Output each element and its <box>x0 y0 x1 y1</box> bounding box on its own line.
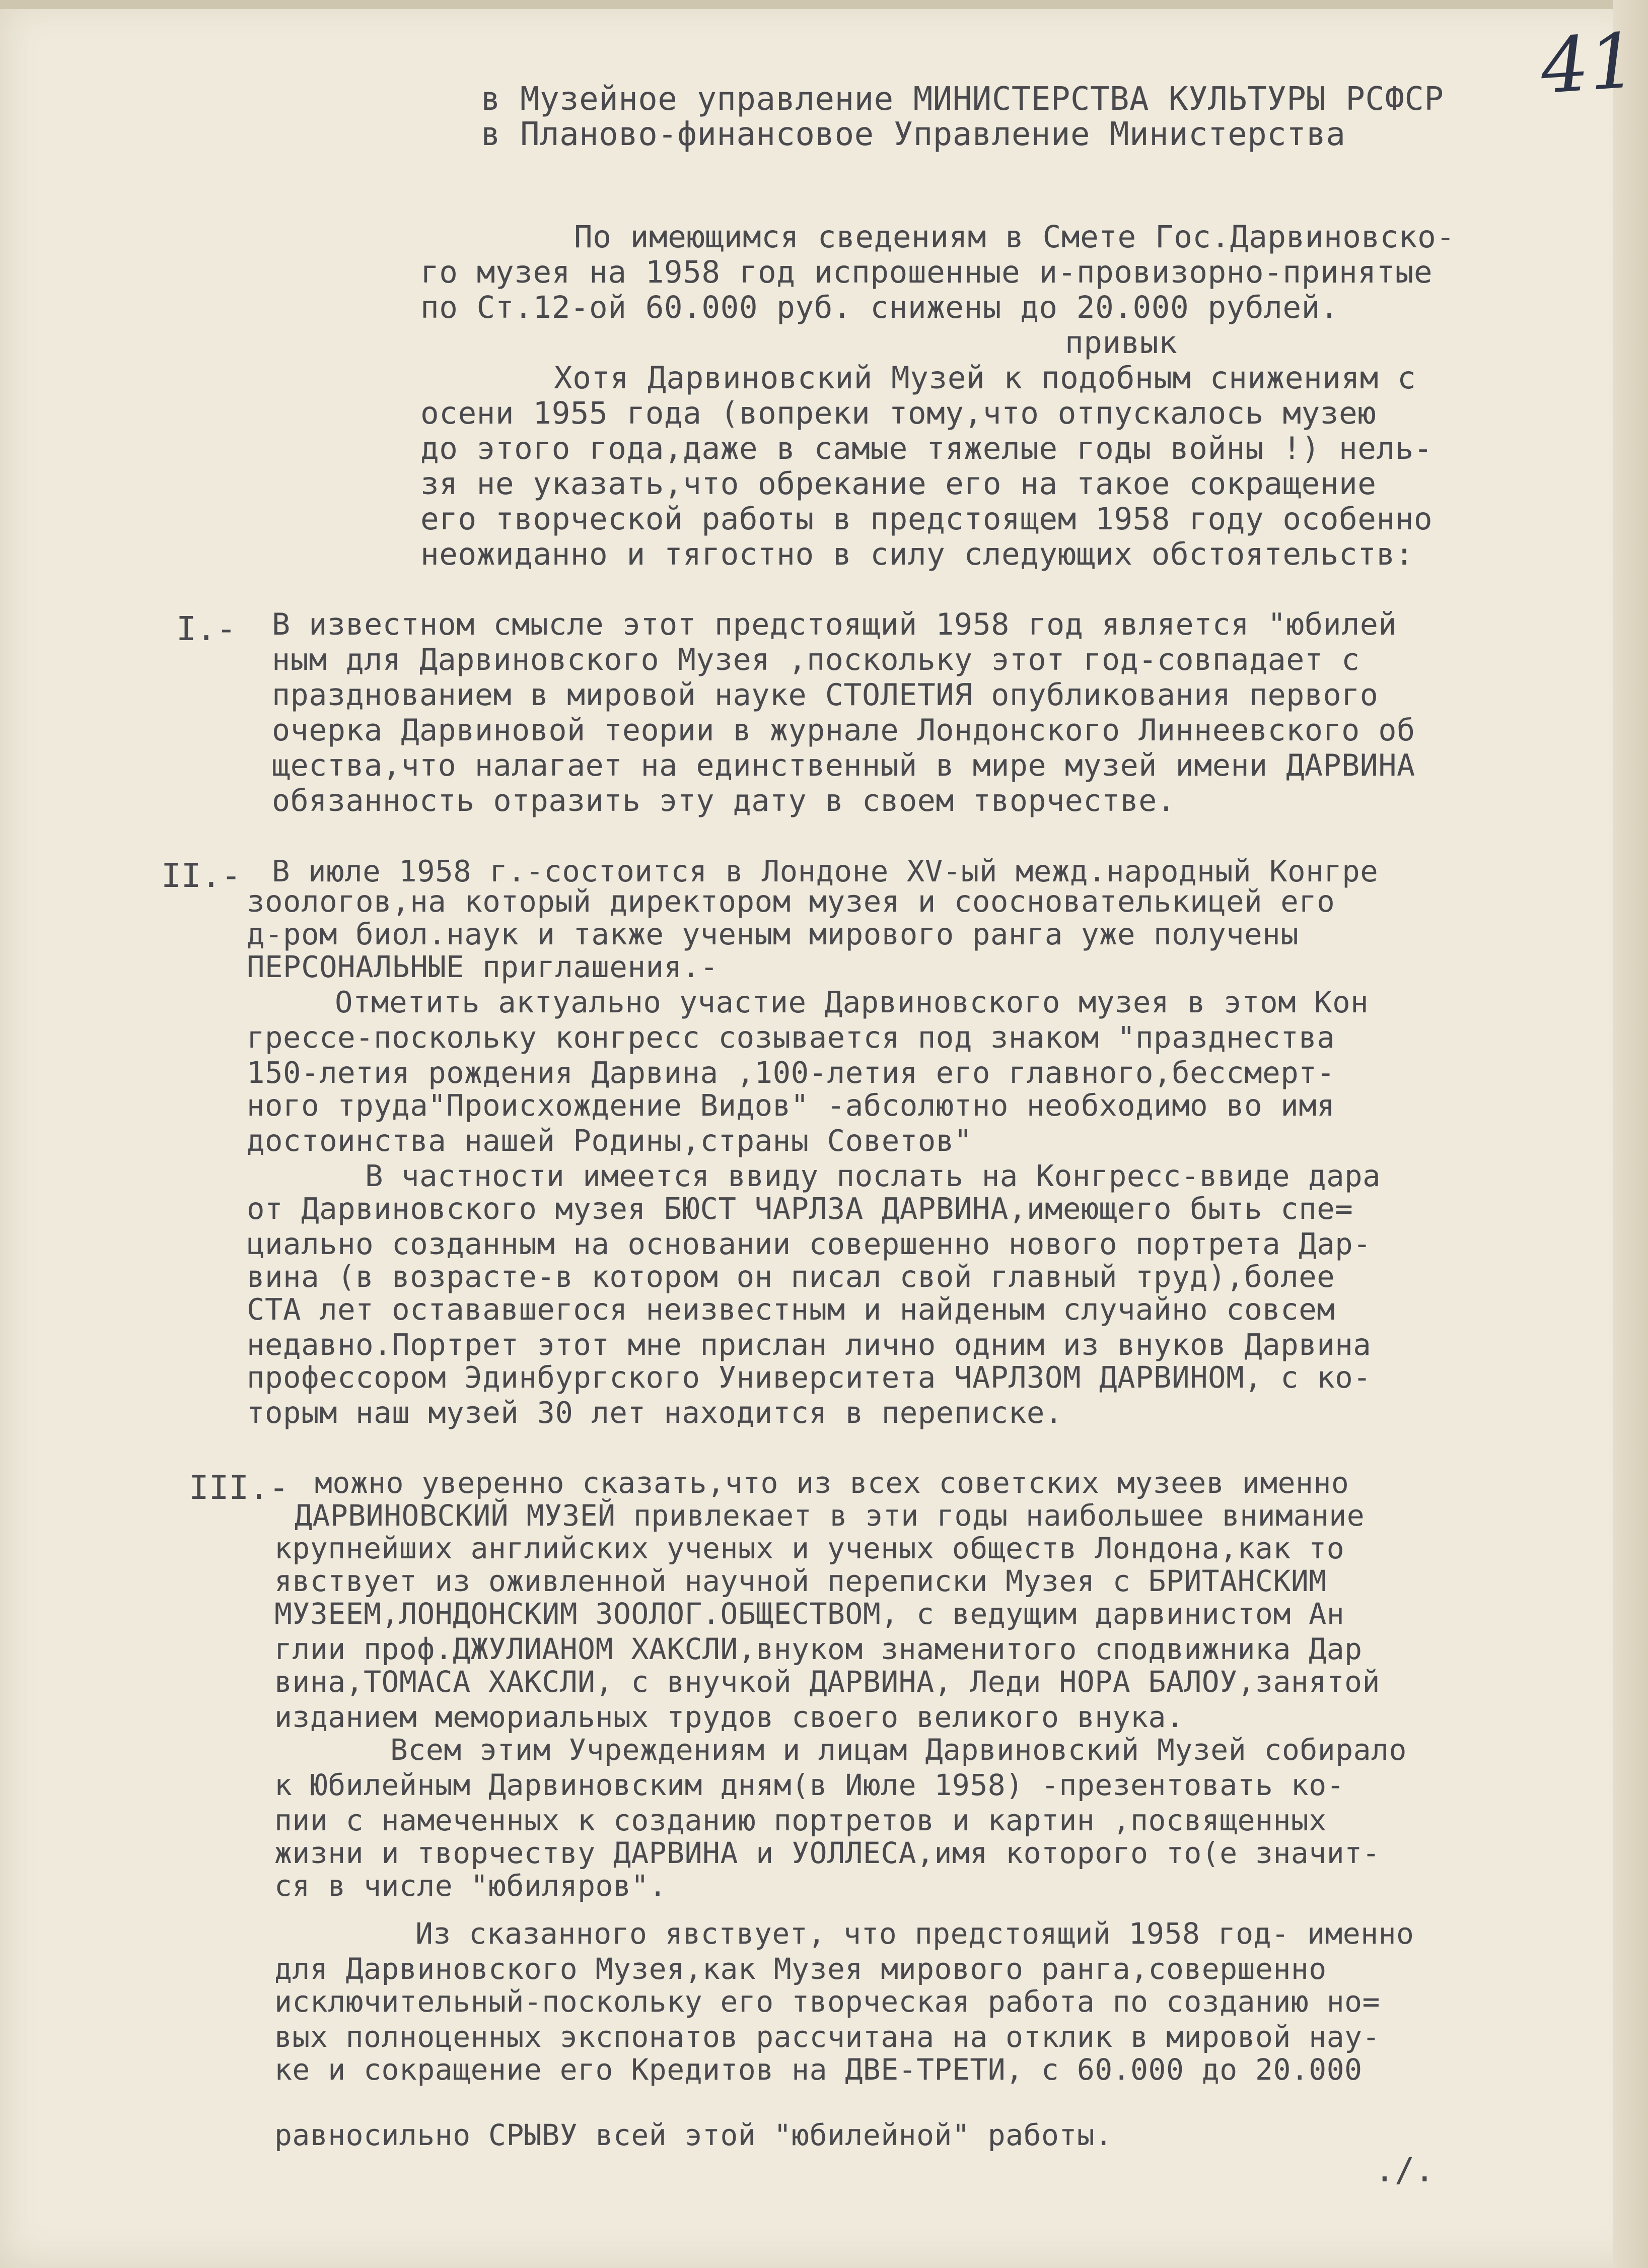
section-line: празднованием в мировой науке СТОЛЕТИЯ опубликования первого <box>272 677 1379 713</box>
section-line: профессором Эдинбургского Университета ЧАРЛЗОМ ДАРВИНОМ, с ко- <box>247 1360 1372 1395</box>
section-numeral: I.- <box>176 609 237 648</box>
intro-line: осени 1955 года (вопреки тому,что отпускалось музею <box>420 395 1377 431</box>
section-line: вина,ТОМАСА ХАКСЛИ, с внучкой ДАРВИНА, Леди НОРА БАЛОУ,занятой <box>274 1665 1380 1699</box>
intro-line: зя не указать,что обрекание его на такое сокращение <box>420 466 1377 502</box>
section-line: для Дарвиновского Музея,как Музея мирового ранга,совершенно <box>274 1952 1327 1986</box>
section-line: глии проф.ДЖУЛИАНОМ ХАКСЛИ,внуком знаменитого сподвижника Дар <box>274 1632 1363 1666</box>
section-line: ДАРВИНОВСКИЙ МУЗЕЙ привлекает в эти годы наибольшее внимание <box>295 1498 1365 1533</box>
section-line: зоологов,на который директором музея и сооснователькицей его <box>247 884 1335 919</box>
closing-mark: ./. <box>1375 2151 1435 2189</box>
section-line: исключительный-поскольку его творческая работа по созданию но= <box>274 1984 1380 2019</box>
section-line: очерка Дарвиновой теории в журнале Лондонского Линнеевского об <box>272 713 1415 748</box>
section-line: Из сказанного явствует, что предстоящий 1958 год- именно <box>415 1916 1414 1951</box>
section-line: к Юбилейным Дарвиновским дням(в Июле 1958) -презентовать ко- <box>274 1768 1345 1802</box>
intro-line: Хотя Дарвиновский Музей к подобным снижениям с <box>554 360 1416 396</box>
section-line: д-ром биол.наук и также ученым мирового ранга уже получены <box>247 917 1299 951</box>
section-line: можно уверенно сказать,что из всех советских музеев именно <box>315 1466 1349 1500</box>
section-line: В июле 1958 г.-состоится в Лондоне XV-ый межд.народный Конгре <box>272 854 1379 888</box>
section-numeral: III.- <box>189 1468 289 1507</box>
section-line: грессе-поскольку конгресс созывается под знаком "празднества <box>247 1020 1335 1055</box>
section-line: СТА лет остававшегося неизвестным и найденым случайно совсем <box>247 1292 1335 1327</box>
intro-line: по Ст.12-ой 60.000 руб. снижены до 20.000 рублей. <box>420 290 1339 325</box>
section-line: циально созданным на основании совершенно нового портрета Дар- <box>247 1226 1372 1261</box>
section-line: обязанность отразить эту дату в своем творчестве. <box>272 783 1176 818</box>
section-line: торым наш музей 30 лет находится в переписке. <box>247 1395 1063 1430</box>
section-line: В известном смысле этот предстоящий 1958 год является "юбилей <box>272 607 1397 642</box>
section-line: вина (в возрасте-в котором он писал свой главный труд),более <box>247 1259 1335 1294</box>
section-line: ного труда"Происхождение Видов" -абсолютно необходимо во имя <box>247 1088 1335 1123</box>
section-line: жизни и творчеству ДАРВИНА и УОЛЛЕСА,имя которого то(е значит- <box>274 1836 1380 1870</box>
addressee-line: в Планово-финансовое Управление Министерства <box>481 116 1346 153</box>
section-line: от Дарвиновского музея БЮСТ ЧАРЛЗА ДАРВИНА,имеющего быть спе= <box>247 1191 1353 1226</box>
section-line: ПЕРСОНАЛЬНЫЕ приглашения.- <box>247 949 719 984</box>
section-line: ным для Дарвиновского Музея ,поскольку этот год-совпадает с <box>272 642 1360 677</box>
section-line: пии с намеченных к созданию портретов и картин ,посвященных <box>274 1803 1327 1837</box>
intro-line: до этого года,даже в самые тяжелые годы войны !) нель- <box>420 431 1433 466</box>
intro-line: неожиданно и тягостно в силу следующих обстоятельств: <box>420 536 1414 572</box>
section-line: Всем этим Учреждениям и лицам Дарвиновский Музей собирало <box>390 1733 1407 1767</box>
section-line: щества,что налагает на единственный в мире музей имени ДАРВИНА <box>272 748 1415 783</box>
section-line: изданием мемориальных трудов своего великого внука. <box>274 1700 1184 1734</box>
section-line: МУЗЕЕМ,ЛОНДОНСКИМ ЗООЛОГ.ОБЩЕСТВОМ, с ведущим дарвинистом Ан <box>274 1597 1345 1631</box>
intro-line: го музея на 1958 год испрошенные и-провизорно-принятые <box>420 254 1433 290</box>
section-line: Отметить актуально участие Дарвиновского музея в этом Кон <box>335 985 1369 1019</box>
section-line: равносильно СРЫВУ всей этой "юбилейной" работы. <box>274 2118 1113 2152</box>
intro-line: его творческой работы в предстоящем 1958 году особенно <box>420 501 1433 537</box>
section-line: явствует из оживленной научной переписки Музея с БРИТАНСКИМ <box>274 1564 1327 1598</box>
intro-line: По имеющимся сведениям в Смете Гос.Дарвиновско- <box>574 219 1455 255</box>
folio-number: 41 <box>1538 17 1640 111</box>
page-right-edge <box>1613 0 1648 2268</box>
section-line: 150-летия рождения Дарвина ,100-летия его главного,бессмерт- <box>247 1055 1335 1090</box>
section-line: В частности имеется ввиду послать на Конгресс-ввиде дара <box>365 1158 1381 1193</box>
section-numeral: II.- <box>161 856 241 895</box>
section-line: вых полноценных экспонатов рассчитана на отклик в мировой нау- <box>274 2020 1380 2054</box>
section-line: достоинства нашей Родины,страны Советов" <box>247 1123 972 1158</box>
addressee-line: в Музейное управление МИНИСТЕРСТВА КУЛЬТУРЫ РСФСР <box>481 81 1444 118</box>
section-line: крупнейших английских ученых и ученых обществ Лондона,как то <box>274 1531 1345 1565</box>
section-line: ся в числе "юбиляров". <box>274 1869 667 1903</box>
intro-line: привык <box>1065 325 1178 361</box>
section-line: недавно.Портрет этот мне прислан лично одним из внуков Дарвина <box>247 1327 1372 1362</box>
top-edge-strip <box>0 0 1648 9</box>
section-line: ке и сокращение его Кредитов на ДВЕ-ТРЕТИ, с 60.000 до 20.000 <box>274 2052 1363 2087</box>
